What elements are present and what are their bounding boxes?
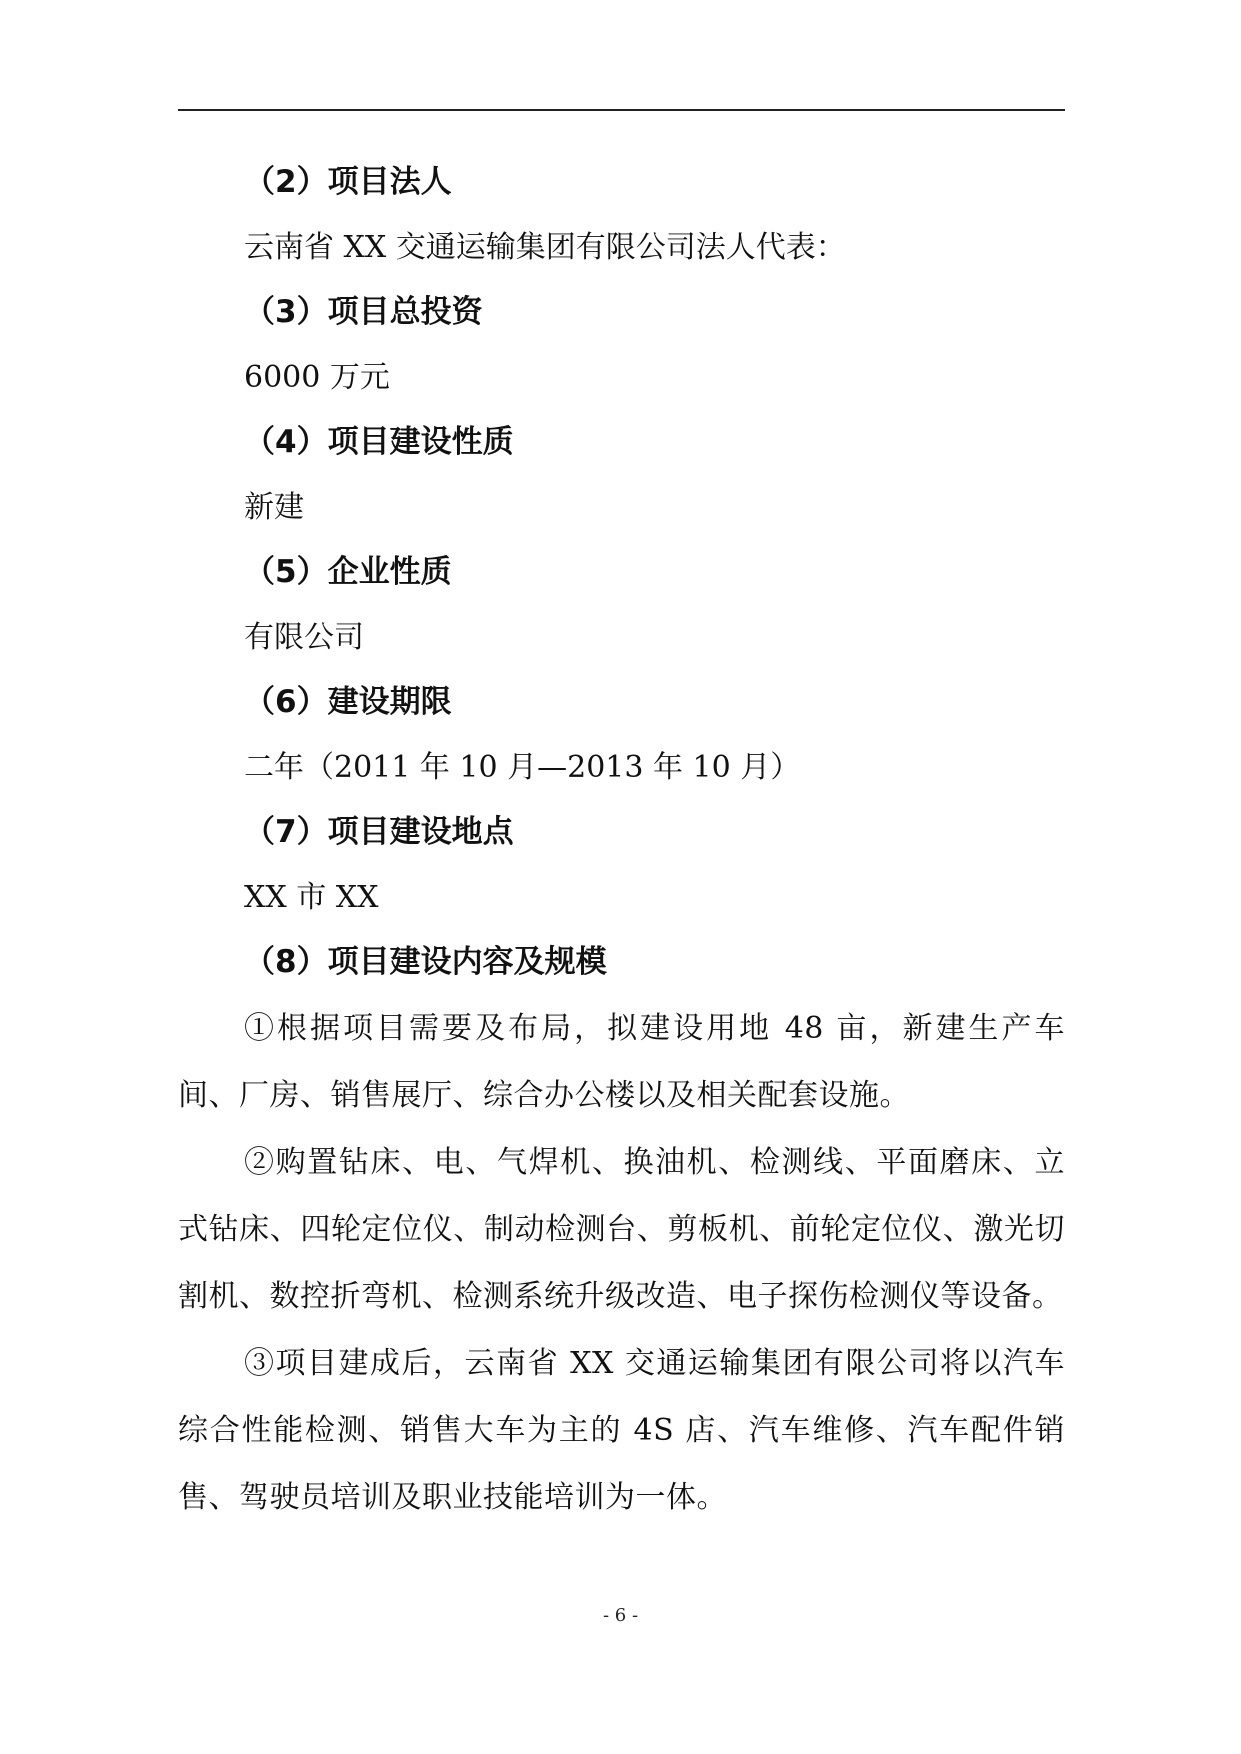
header-rule xyxy=(178,109,1065,111)
section-heading-legal-person: （2）项目法人 xyxy=(244,164,452,200)
scope-paragraph-3: ③项目建成后，云南省 XX 交通运输集团有限公司将以汽车综合性能检测、销售大车为主的 4S 店、汽车维修、汽车配件销售、驾驶员培训及职业技能培训为一体。 xyxy=(178,1346,1065,1515)
scope-paragraph-1: ①根据项目需要及布局，拟建设用地 48 亩，新建生产车间、厂房、销售展厅、综合办公楼以及相关配套设施。 xyxy=(178,1011,1065,1113)
section-heading-total-investment: （3）项目总投资 xyxy=(244,294,483,330)
section-value-total-investment: 6000 万元 xyxy=(244,360,390,395)
scope-paragraph-2: ②购置钻床、电、气焊机、换油机、检测线、平面磨床、立式钻床、四轮定位仪、制动检测台、剪板机、前轮定位仪、激光切割机、数控折弯机、检测系统升级改造、电子探伤检测仪等设备。 xyxy=(178,1145,1065,1314)
section-value-legal-person: 云南省 XX 交通运输集团有限公司法人代表： xyxy=(244,230,846,265)
section-heading-construction-location: （7）项目建设地点 xyxy=(244,814,514,850)
section-heading-construction-nature: （4）项目建设性质 xyxy=(244,424,514,460)
section-heading-construction-period: （6）建设期限 xyxy=(244,684,452,720)
section-value-enterprise-nature: 有限公司 xyxy=(244,620,364,655)
section-value-construction-location: XX 市 XX xyxy=(244,880,379,915)
section-heading-enterprise-nature: （5）企业性质 xyxy=(244,554,452,590)
section-heading-scope: （8）项目建设内容及规模 xyxy=(244,944,607,980)
section-value-construction-nature: 新建 xyxy=(244,490,304,525)
page-number: - 6 - xyxy=(602,1605,639,1626)
content-body xyxy=(178,150,1065,1531)
section-value-construction-period: 二年（2011 年 10 月—2013 年 10 月） xyxy=(244,750,801,785)
